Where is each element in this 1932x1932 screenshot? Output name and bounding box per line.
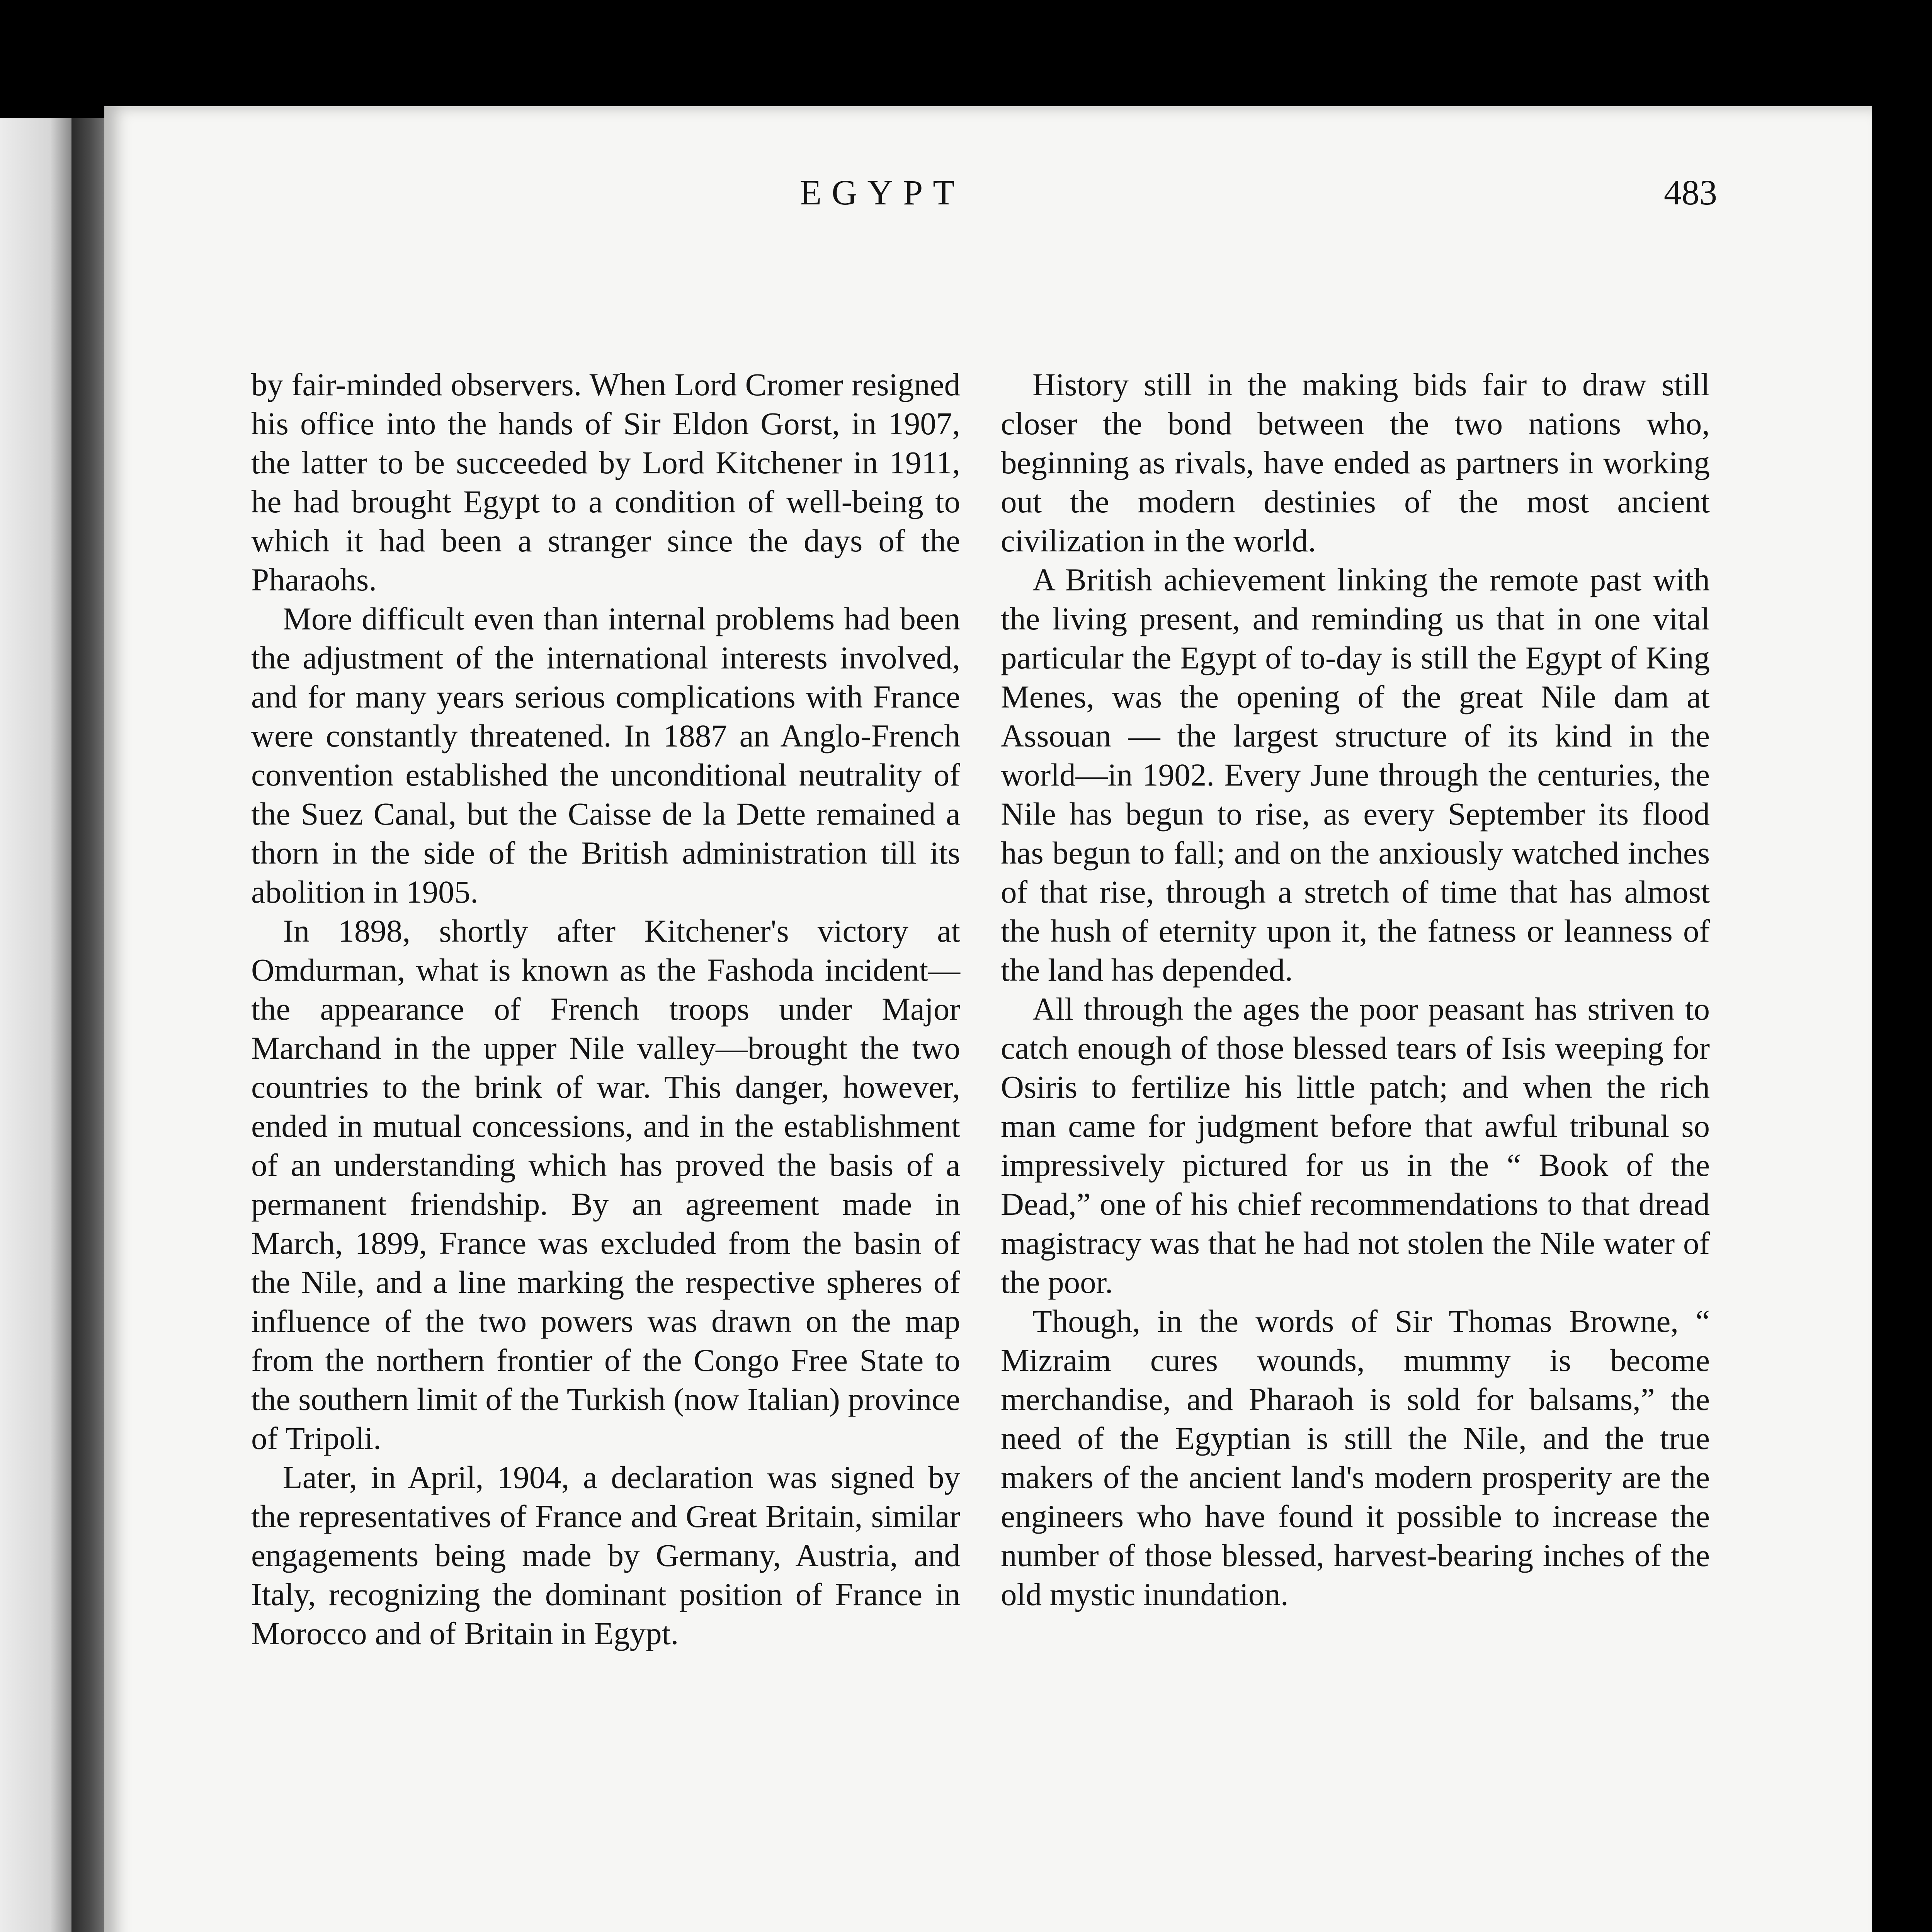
running-head — [0, 172, 1932, 222]
paragraph: A British achievement linking the remote past with the living present, and reminding us that in one vital particular the Egypt of to-day is still the Egypt of King Menes, was the opening of the great Nile dam at Assouan — the largest structure of its kind in the world—in 1902. Every June through the centuries, the Nile has begun to rise, as every September its flood has begun to fall; and on the anxiously watched inches of that rise, through a stretch of time that has almost the hush of eternity upon it, the fatness or leanness of the land has depended. — [1001, 562, 1710, 988]
paragraph: Though, in the words of Sir Thomas Browne, “ Mizraim cures wounds, mummy is become merchandise, and Pharaoh is sold for balsams,” the need of the Egyptian is still the Nile, and the true makers of the ancient land's modern prosperity are the engineers who have found it possible to increase the number of those blessed, harvest-bearing inches of the old mystic inundation. — [1001, 1303, 1710, 1612]
book-spine-shadow — [71, 118, 108, 1932]
paragraph: Later, in April, 1904, a declaration was signed by the representatives of France and Great Britain, similar engagements being made by Germany, Austria, and Italy, recognizing the dominant position of France in Morocco and of Britain in Egypt. — [251, 1459, 960, 1651]
running-title: EGYPT — [800, 173, 965, 212]
paragraph: All through the ages the poor peasant has striven to catch enough of those blessed tears of Isis weeping for Osiris to fertilize his little patch; and when the rich man came for judgment before that awful tribunal so impressively pictured for us in the “ Book of the Dead,” one of his chief recommendations to that dread magistracy was that he had not stolen the Nile water of the poor. — [1001, 991, 1710, 1300]
paragraph: More difficult even than internal problems had been the adjustment of the international interests involved, and for many years serious complications with France were constantly threatened. In 1887 an Anglo-French convention established the unconditional neutrality of the Suez Canal, but the Caisse de la Dette remained a thorn in the side of the British administration till its abolition in 1905. — [251, 601, 960, 910]
previous-page-edge — [0, 118, 71, 1932]
paragraph: In 1898, shortly after Kitchener's victory at Omdurman, what is known as the Fashoda incident—the appearance of French troops under Major Marchand in the upper Nile valley—brought the two countries to the brink of war. This danger, however, ended in mutual concessions, and in the establishment of an understanding which has proved the basis of a permanent friendship. By an agreement made in March, 1899, France was excluded from the basin of the Nile, and a line marking the respective spheres of influence of the two powers was drawn on the map from the northern frontier of the Congo Free State to the southern limit of the Turkish (now Italian) province of Tripoli. — [251, 913, 960, 1456]
article-left-column — [251, 365, 960, 1653]
paragraph: by fair-minded observers. When Lord Cromer resigned his office into the hands of Sir Eldon Gorst, in 1907, the latter to be succeeded by Lord Kitchener in 1911, he had brought Egypt to a condition of well-being to which it had been a stranger since the days of the Pharaohs. — [251, 367, 960, 597]
page-number: 483 — [1664, 173, 1717, 212]
paragraph: History still in the making bids fair to draw still closer the bond between the two nations who, beginning as rivals, have ended as partners in working out the modern destinies of the most ancient civilization in the world. — [1001, 367, 1710, 558]
article-right-column — [1001, 365, 1710, 1614]
